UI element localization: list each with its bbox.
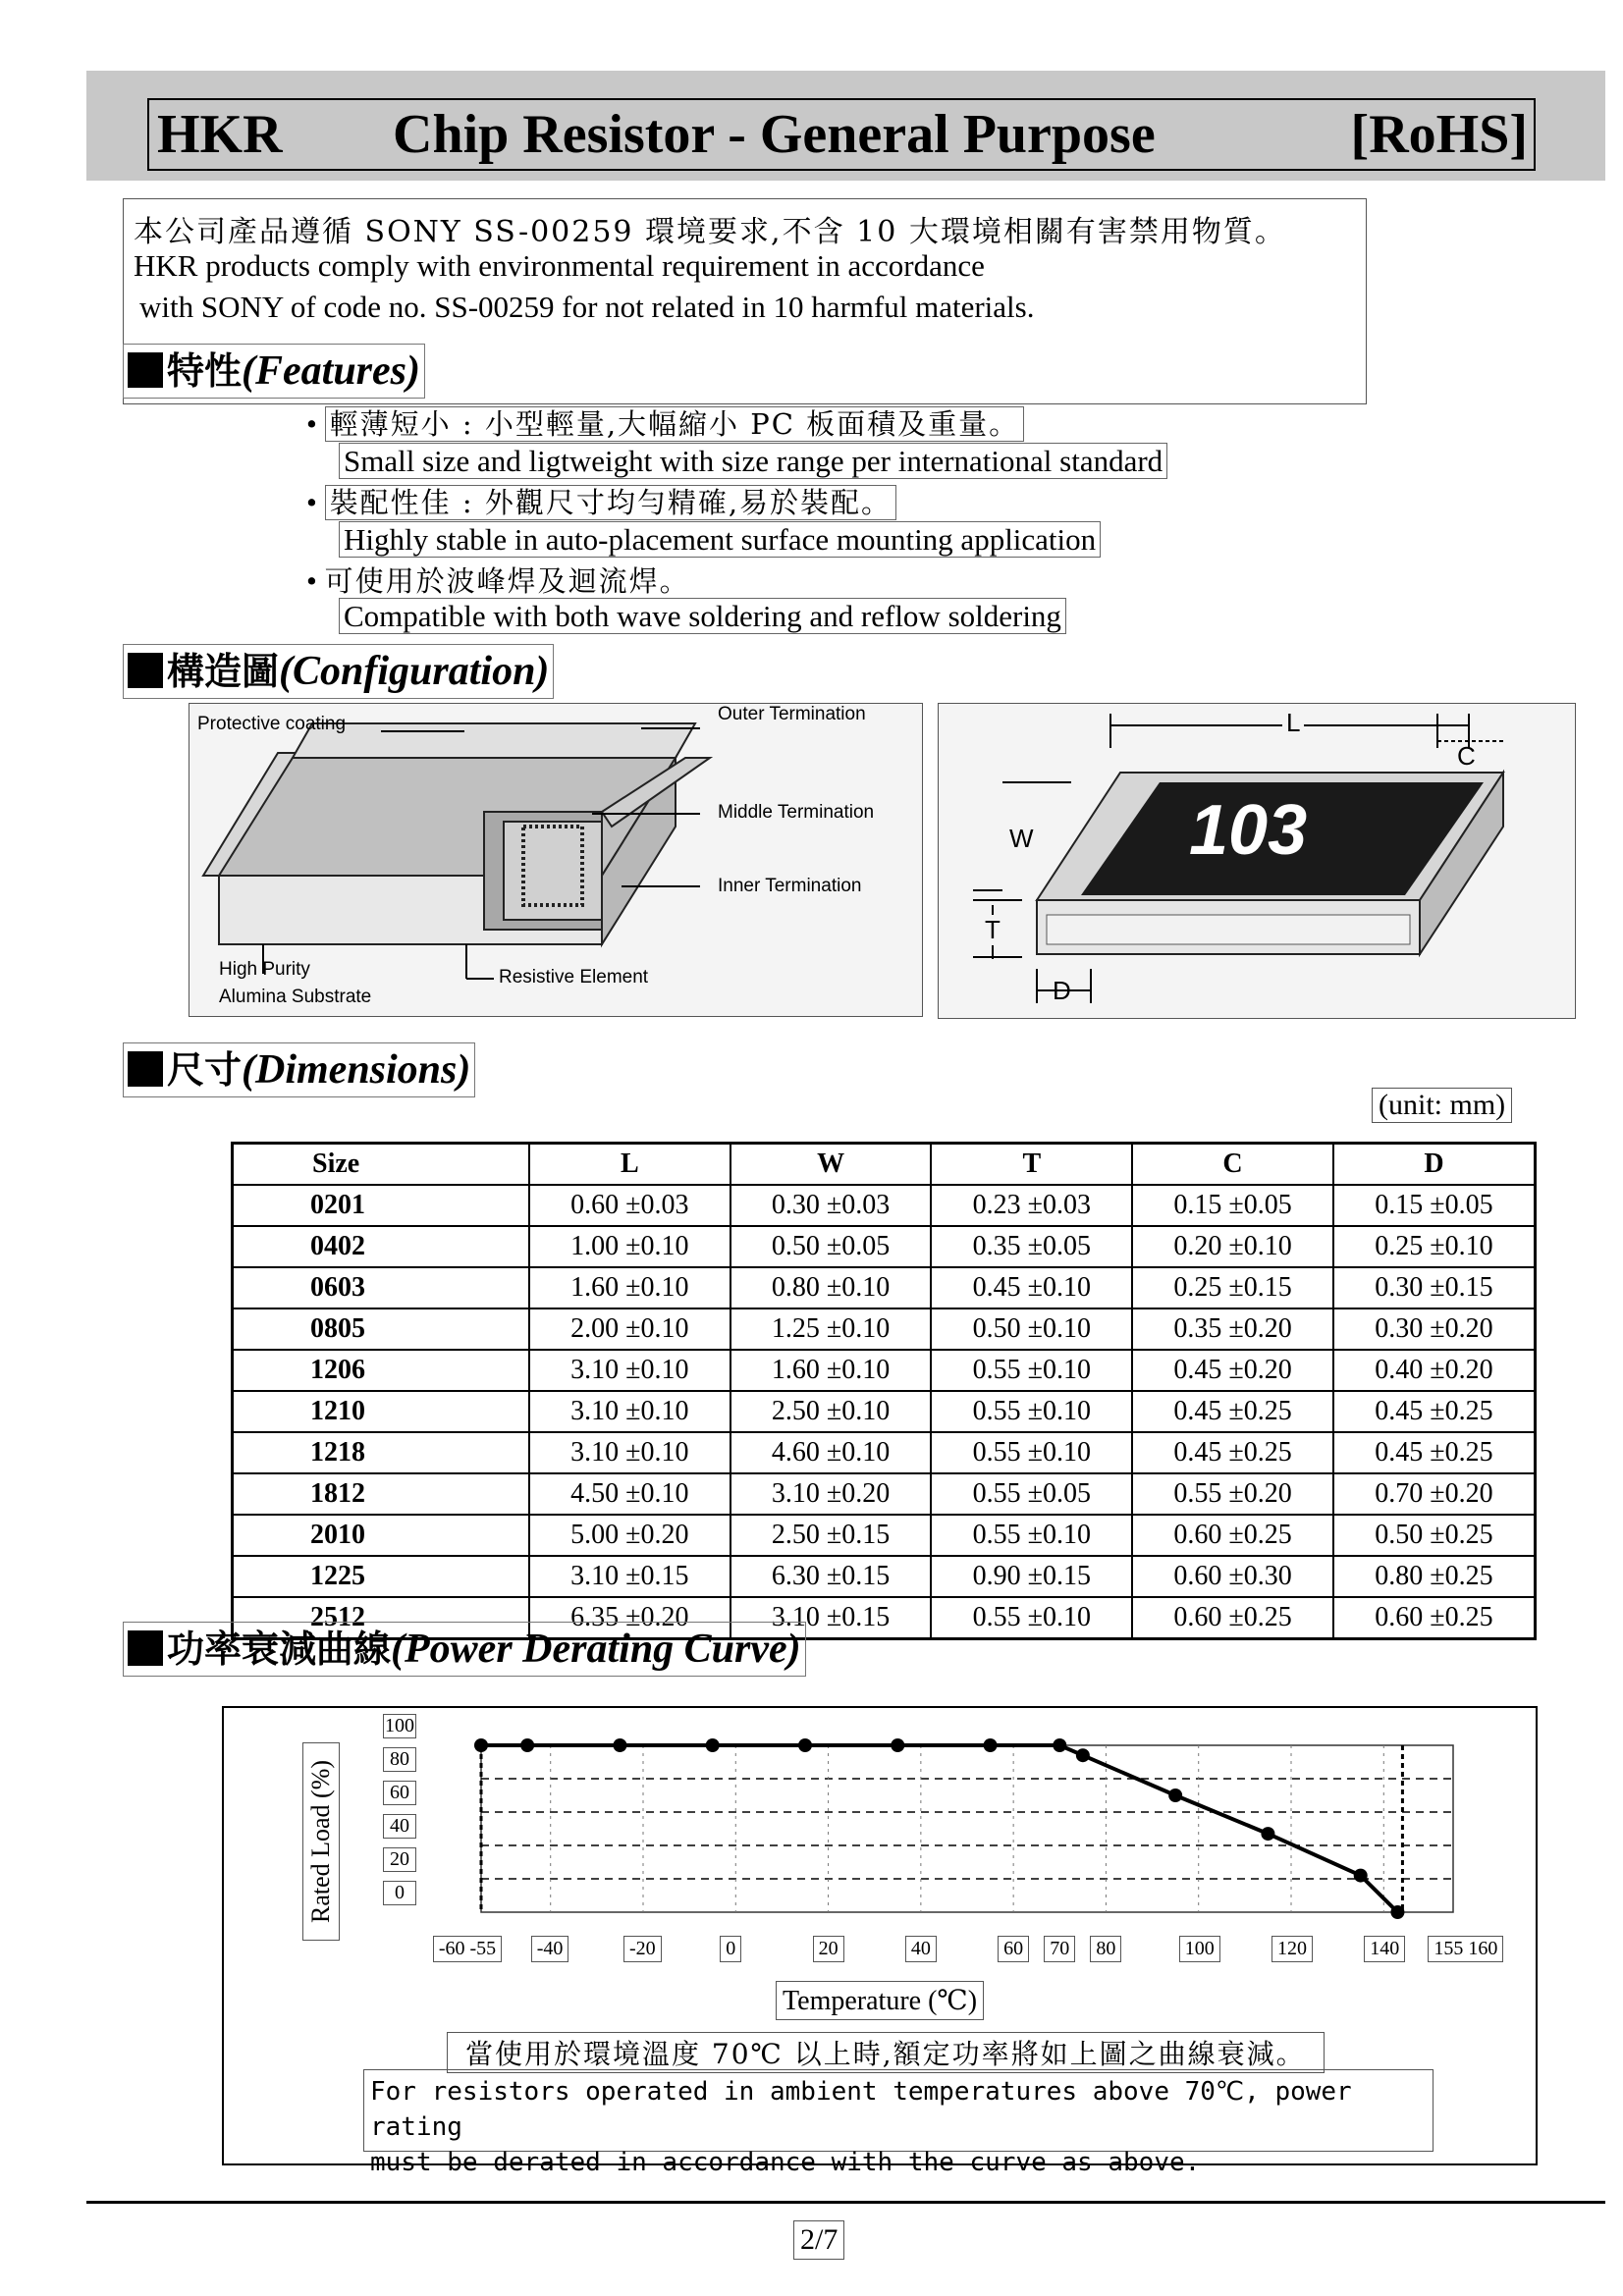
value-cell: 4.60 ±0.10: [730, 1432, 932, 1473]
value-cell: 0.70 ±0.20: [1333, 1473, 1536, 1515]
value-cell: 0.80 ±0.10: [730, 1267, 932, 1308]
value-cell: 3.10 ±0.10: [529, 1391, 730, 1432]
x-tick-label: 0: [720, 1936, 741, 1962]
label-outer-termination: Outer Termination: [718, 704, 866, 724]
series-name: HKR: [157, 104, 283, 165]
value-cell: 0.50 ±0.05: [730, 1226, 932, 1267]
value-cell: 3.10 ±0.15: [730, 1597, 932, 1639]
label-inner-termination: Inner Termination: [718, 876, 862, 896]
rohs-badge: [RoHS]: [1350, 104, 1528, 165]
col-size: Size: [233, 1144, 530, 1186]
value-cell: 0.45 ±0.25: [1333, 1432, 1536, 1473]
data-point: [798, 1738, 812, 1752]
value-cell: 0.55 ±0.10: [931, 1597, 1132, 1639]
value-cell: 1.60 ±0.10: [529, 1267, 730, 1308]
value-cell: 0.55 ±0.05: [931, 1473, 1132, 1515]
value-cell: 0.60 ±0.25: [1333, 1597, 1536, 1639]
value-cell: 0.90 ±0.15: [931, 1556, 1132, 1597]
x-tick-label: 140: [1364, 1936, 1405, 1962]
derating-curve: [481, 1745, 1397, 1912]
size-cell: 0402: [233, 1226, 530, 1267]
data-point: [1354, 1869, 1368, 1883]
size-cell: 1210: [233, 1391, 530, 1432]
value-cell: 2.50 ±0.15: [730, 1515, 932, 1556]
col-L: L: [529, 1144, 730, 1186]
value-cell: 0.60 ±0.03: [529, 1185, 730, 1226]
dim-label-T: T: [985, 915, 1001, 944]
size-cell: 1218: [233, 1432, 530, 1473]
value-cell: 6.35 ±0.20: [529, 1597, 730, 1639]
value-cell: 0.55 ±0.10: [931, 1432, 1132, 1473]
compliance-en-line1: HKR products comply with environmental requirement in accordance: [134, 248, 985, 283]
value-cell: 0.60 ±0.30: [1132, 1556, 1333, 1597]
x-tick-label: -60 -55: [433, 1936, 502, 1962]
value-cell: 1.00 ±0.10: [529, 1226, 730, 1267]
value-cell: 3.10 ±0.10: [529, 1432, 730, 1473]
x-tick-label: 20: [813, 1936, 844, 1962]
value-cell: 3.10 ±0.10: [529, 1350, 730, 1391]
features-heading-zh: 特性: [167, 348, 243, 393]
y-tick-label: 0: [383, 1881, 416, 1905]
data-point: [706, 1738, 720, 1752]
x-tick-label: 80: [1090, 1936, 1121, 1962]
y-tick-label: 20: [383, 1847, 416, 1872]
value-cell: 0.55 ±0.20: [1132, 1473, 1333, 1515]
value-cell: 5.00 ±0.20: [529, 1515, 730, 1556]
bullet-icon: •: [306, 563, 325, 598]
configuration-heading-zh: 構造圖: [167, 649, 280, 693]
col-D: D: [1333, 1144, 1536, 1186]
value-cell: 4.50 ±0.10: [529, 1473, 730, 1515]
data-point: [613, 1738, 626, 1752]
compliance-zh: 本公司產品遵循 SONY SS-00259 環境要求,不含 10 大環境相關有害禁用物質。: [134, 215, 1286, 249]
label-substrate-2: Alumina Substrate: [219, 987, 372, 1007]
data-point: [474, 1738, 488, 1752]
derating-heading-en: (Power Derating Curve): [391, 1627, 801, 1672]
data-point: [1390, 1905, 1404, 1919]
feature-3-en: Compatible with both wave soldering and reflow soldering: [339, 598, 1066, 634]
size-cell: 1225: [233, 1556, 530, 1597]
x-tick-label: 100: [1179, 1936, 1220, 1962]
unit-label: (unit: mm): [1372, 1088, 1512, 1123]
value-cell: 3.10 ±0.15: [529, 1556, 730, 1597]
bullet-icon: •: [306, 485, 325, 519]
feature-1-en: Small size and ligtweight with size range per international standard: [339, 443, 1167, 479]
value-cell: 0.15 ±0.05: [1132, 1185, 1333, 1226]
x-tick-label: 60: [998, 1936, 1029, 1962]
value-cell: 0.55 ±0.10: [931, 1350, 1132, 1391]
value-cell: 0.60 ±0.25: [1132, 1597, 1333, 1639]
col-T: T: [931, 1144, 1132, 1186]
dim-label-L: L: [1282, 708, 1304, 738]
data-point: [520, 1738, 534, 1752]
size-cell: 2512: [233, 1597, 530, 1639]
feature-3-zh: 可使用於波峰焊及迴流焊。: [324, 564, 690, 598]
x-tick-label: 120: [1271, 1936, 1313, 1962]
value-cell: 0.25 ±0.10: [1333, 1226, 1536, 1267]
value-cell: 0.55 ±0.10: [931, 1391, 1132, 1432]
value-cell: 0.80 ±0.25: [1333, 1556, 1536, 1597]
feature-2-en: Highly stable in auto-placement surface mounting application: [339, 521, 1101, 558]
data-point: [984, 1738, 998, 1752]
dim-label-C: C: [1457, 741, 1476, 771]
dim-label-W: W: [1009, 824, 1034, 853]
value-cell: 0.30 ±0.03: [730, 1185, 932, 1226]
dimensions-heading-zh: 尺寸: [167, 1047, 243, 1092]
value-cell: 0.25 ±0.15: [1132, 1267, 1333, 1308]
derating-heading-zh: 功率衰減曲線: [167, 1627, 392, 1671]
data-point: [1053, 1738, 1066, 1752]
dim-label-D: D: [1053, 976, 1071, 1005]
size-cell: 2010: [233, 1515, 530, 1556]
value-cell: 0.45 ±0.10: [931, 1267, 1132, 1308]
value-cell: 0.50 ±0.10: [931, 1308, 1132, 1350]
value-cell: 0.55 ±0.10: [931, 1515, 1132, 1556]
data-point: [891, 1738, 904, 1752]
data-point: [1261, 1827, 1274, 1841]
label-resistive-element: Resistive Element: [499, 967, 649, 988]
value-cell: 0.15 ±0.05: [1333, 1185, 1536, 1226]
plot-area: [481, 1745, 1453, 1912]
derating-note-en-line2: must be derated in accordance with the curve as above.: [370, 2148, 1201, 2177]
col-W: W: [730, 1144, 932, 1186]
footer-rule: [86, 2201, 1605, 2204]
data-point: [1168, 1789, 1182, 1802]
value-cell: 0.60 ±0.25: [1132, 1515, 1333, 1556]
label-substrate-1: High Purity: [219, 959, 310, 980]
x-tick-label: 40: [905, 1936, 937, 1962]
value-cell: 1.25 ±0.10: [730, 1308, 932, 1350]
derating-note-en: [363, 2069, 1434, 2177]
y-tick-label: 40: [383, 1814, 416, 1839]
value-cell: 0.45 ±0.25: [1132, 1391, 1333, 1432]
value-cell: 0.30 ±0.20: [1333, 1308, 1536, 1350]
resistor-marking: 103: [1189, 791, 1308, 870]
value-cell: 0.50 ±0.25: [1333, 1515, 1536, 1556]
derating-note-en-line1: For resistors operated in ambient temperatures above 70℃, power rating: [370, 2077, 1352, 2142]
value-cell: 2.50 ±0.10: [730, 1391, 932, 1432]
value-cell: 0.45 ±0.25: [1333, 1391, 1536, 1432]
derating-note-zh: 當使用於環境溫度 70℃ 以上時,額定功率將如上圖之曲線衰減。: [447, 2032, 1325, 2073]
value-cell: 0.40 ±0.20: [1333, 1350, 1536, 1391]
feature-1-zh: 輕薄短小 : 小型輕量,大幅縮小 PC 板面積及重量。: [325, 406, 1025, 442]
size-cell: 0805: [233, 1308, 530, 1350]
features-heading-en: (Features): [242, 348, 421, 394]
y-tick-label: 100: [385, 1715, 414, 1736]
x-tick-label: 70: [1044, 1936, 1075, 1962]
feature-2-zh: 裝配性佳 : 外觀尺寸均勻精確,易於裝配。: [325, 485, 896, 520]
y-axis-label: Rated Load (%): [306, 1759, 335, 1924]
value-cell: 0.45 ±0.20: [1132, 1350, 1333, 1391]
value-cell: 0.23 ±0.03: [931, 1185, 1132, 1226]
page-number: 2/7: [793, 2220, 844, 2260]
value-cell: 2.00 ±0.10: [529, 1308, 730, 1350]
size-cell: 1206: [233, 1350, 530, 1391]
size-cell: 1812: [233, 1473, 530, 1515]
bullet-icon: •: [306, 406, 325, 441]
value-cell: 1.60 ±0.10: [730, 1350, 932, 1391]
label-middle-termination: Middle Termination: [718, 802, 875, 823]
page-title: Chip Resistor - General Purpose: [393, 104, 1156, 165]
dimensions-heading-en: (Dimensions): [242, 1047, 471, 1093]
data-point: [1076, 1748, 1090, 1762]
y-tick-label: 60: [383, 1781, 416, 1805]
value-cell: 3.10 ±0.20: [730, 1473, 932, 1515]
value-cell: 6.30 ±0.15: [730, 1556, 932, 1597]
compliance-en-line2: with SONY of code no. SS-00259 for not related in 10 harmful materials.: [139, 290, 1035, 324]
value-cell: 0.35 ±0.20: [1132, 1308, 1333, 1350]
x-tick-label: -20: [623, 1936, 662, 1962]
col-C: C: [1132, 1144, 1333, 1186]
configuration-heading-en: (Configuration): [279, 649, 550, 694]
value-cell: 0.20 ±0.10: [1132, 1226, 1333, 1267]
x-tick-label: -40: [531, 1936, 569, 1962]
x-axis-label: Temperature (℃): [776, 1981, 984, 2020]
value-cell: 0.30 ±0.15: [1333, 1267, 1536, 1308]
size-cell: 0201: [233, 1185, 530, 1226]
value-cell: 0.35 ±0.05: [931, 1226, 1132, 1267]
x-tick-label: 155 160: [1428, 1936, 1503, 1962]
label-protective-coating: Protective coating: [197, 714, 347, 734]
value-cell: 0.45 ±0.25: [1132, 1432, 1333, 1473]
y-tick-label: 80: [383, 1747, 416, 1772]
size-cell: 0603: [233, 1267, 530, 1308]
